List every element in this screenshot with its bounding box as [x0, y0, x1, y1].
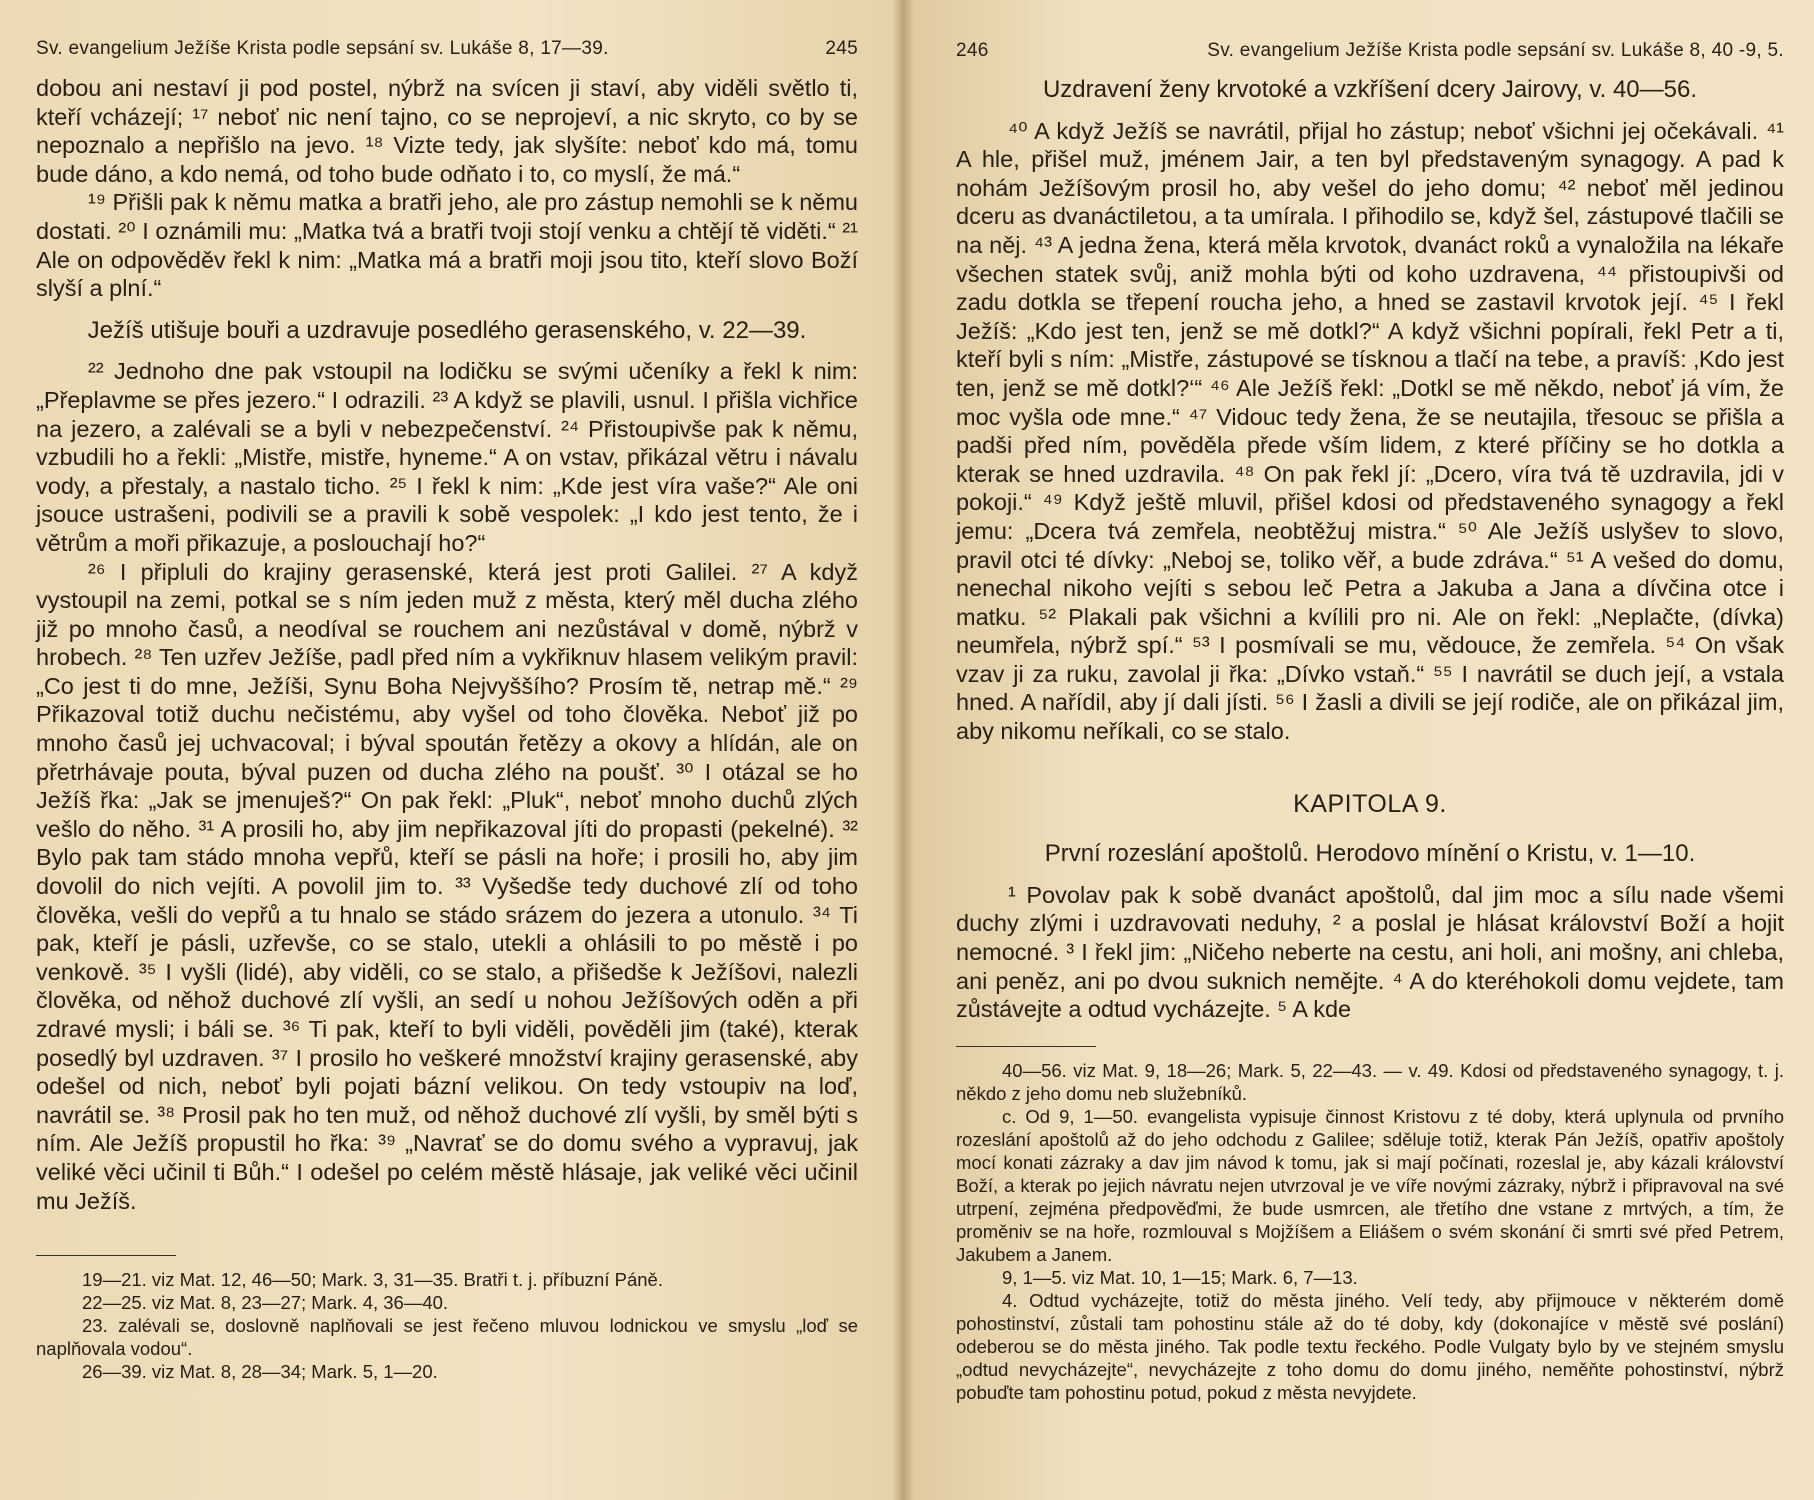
left-section-heading: Ježíš utišuje bouři a uzdravuje posedlého gerasenského, v. 22—39.: [87, 316, 807, 344]
left-footnote: 23. zalévali se, doslovně naplňovali se jest řečeno mluvou lodnickou ve smyslu „loď se naplňovala vodou“.: [36, 1315, 858, 1360]
right-page: [902, 0, 1814, 1500]
left-paragraph-3: ²² Jednoho dne pak vstoupil na lodičku se svými učeníky a řekl k nim: „Přeplavme se přes jezero.“ I odrazili. ²³ A když se plavili, usnul. I přišla vichřice na jezero, a zalévali se a byli v nebezpečenství. ²⁴ Přistoupivše pak k němu, vzbudili ho a řekli: „Mistře, mistře, hyneme.“ A on vstav, přikázal větru i návalu vody, a přestaly, a nastalo ticho. ²⁵ I řekl k nim: „Kde jest víra vaše?“ Ale oni jsouce ustrašeni, podivili se a pravili k sobě vespolek: „I kdo jest tento, že i větrům a moři přikazuje, a poslouchají ho?“: [36, 358, 858, 556]
left-paragraph-4: ²⁶ I připluli do krajiny gerasenské, která jest proti Galilei. ²⁷ A když vystoupil na zemi, potkal se s ním jeden muž z města, který měl ducha zlého již po mnoho časů, a neodíval se rouchem ani nezůstával v domě, nýbrž v hrobech. ²⁸ Ten uzřev Ježíše, padl před ním a vykřiknuv hlasem velikým pravil: „Co jest ti do mne, Ježíši, Synu Boha Nejvyššího? Prosím tě, netrap mě.“ ²⁹ Přikazoval totiž duchu nečistému, aby vyšel od toho člověka. Neboť již po mnoho časů jej uchvacoval; i býval spoután řetězy a okovy a hlídán, ale on přetrhávaje pouta, býval puzen od ducha zlého na poušť. ³⁰ I otázal se ho Ježíš řka: „Jak se jmenuješ?“ On pak řekl: „Pluk“, neboť mnoho duchů zlých vešlo do něho. ³¹ A prosili ho, aby jim nepřikazoval jíti do propasti (pekelné). ³² Bylo pak tam stádo mnoha vepřů, kteří se pásli na hoře; i prosili ho, aby jim dovolil do nich vejíti. A povolil jim to. ³³ Vyšedše tedy duchové zlí od toho člověka, vešli do vepřů a tu hnalo se stádo srázem do jezera a utonulo. ³⁴ Ti pak, kteří je pásli, uzřevše, co se stalo, utekli a ohlásili to po městě i po venkově. ³⁵ I vyšli (lidé), aby viděli, co se stalo, a přišedše k Ježíšovi, nalezli člověka, od něhož duchové zlí vyšli, an sedí u nohou Ježíšových oděn a při zdravé mysli; i báli se. ³⁶ Ti pak, kteří to byli viděli, pověděli jim (také), kterak posedlý byl uzdraven. ³⁷ I prosilo ho veškeré množství krajiny gerasenské, aby odešel od nich, neboť byli pojati bázní velikou. On tedy vstoupiv na loď, navrátil se. ³⁸ Prosil pak ho ten muž, od něhož duchové zlí vyšli, by směl býti s ním. Ale Ježíš propustil ho řka: ³⁹ „Navrať se do domu svého a vypravuj, jak veliké věci učinil ti Bůh.“ I odešel po celém městě hlásaje, jak veliké věci učinil mu Ježíš.: [36, 558, 858, 1214]
right-header-title: Sv. evangelium Ježíše Krista podle sepsání sv. Lukáše 8, 40 -9, 5.: [1207, 40, 1784, 61]
left-footnotes: [36, 1268, 858, 1383]
right-footnote: 40—56. viz Mat. 9, 18—26; Mark. 5, 22—43. — v. 49. Kdosi od představeného synagogy, t. j. někdo z jeho domu neb služebníků.: [956, 1059, 1784, 1104]
left-footnote: 22—25. viz Mat. 8, 23—27; Mark. 4, 36—40.: [82, 1292, 449, 1314]
right-footnote: 9, 1—5. viz Mat. 10, 1—15; Mark. 6, 7—13.: [1002, 1266, 1358, 1288]
left-page-body: [36, 74, 858, 1215]
left-page-number: 245: [825, 38, 858, 59]
left-paragraph-2: ¹⁹ Přišli pak k němu matka a bratři jeho, ale pro zástup nemohli se k němu dostati. ²⁰ I oznámili mu: „Matka tvá a bratři tvoji stojí venku a chtějí tě viděti.“ ²¹ Ale on odpověděv řekl k nim: „Matka má a bratři moji jsou tito, kteří slovo Boží slyší a plní.“: [36, 189, 858, 302]
left-footnote: 19—21. viz Mat. 12, 46—50; Mark. 3, 31—35. Bratři t. j. příbuzní Páně.: [82, 1269, 663, 1291]
right-page-body: [956, 76, 1784, 1024]
left-page: [0, 0, 902, 1500]
right-footnote: c. Od 9, 1—50. evangelista vypisuje činnost Kristovu z té doby, která uplynula od prvního rozeslání apoštolů až do jeho odchodu z Galilee; sděluje totiž, kterak Pán Ježíš, opatřiv apoštoly mocí konati zázraky a dav jim návod k tomu, jak si mají počínati, rozeslal je, aby kázali království Boží, a kterak po jejich návratu nejen utvrzoval je ve víře novými zázraky, nýbrž i připravoval na své utrpení, zejména předpověďmi, že bude usmrcen, ale třetího dne vstane z mrtvých, a tím, že proměniv se na hoře, rozmlouval s Mojžíšem a Eliášem o svém skonání či smrti své před Petrem, Jakubem a Janem.: [956, 1105, 1784, 1265]
right-page-number: 246: [956, 40, 989, 61]
chapter-heading: KAPITOLA 9.: [1293, 789, 1447, 818]
left-footnote: 26—39. viz Mat. 8, 28—34; Mark. 5, 1—20.: [82, 1361, 438, 1383]
right-footnote: 4. Odtud vycházejte, totiž do města jiného. Velí tedy, aby přijmouce v některém domě pohostinství, zůstali tam pohostinu stále až do té doby, kdy (dokonajíce v městě své poslání) odeberou se do města jiného. Tak podle textu řeckého. Podle Vulgaty bylo by ve stejném smyslu „odtud nevycházejte“, nevycházejte z toho domu do domu jiného, neměňte pohostinství, nýbrž pobuďte tam pohostinu potud, pokud z města nevyjdete.: [956, 1289, 1784, 1403]
right-footnote-rule: [956, 1046, 1096, 1047]
chapter-subheading: První rozeslání apoštolů. Herodovo mínění o Kristu, v. 1—10.: [1044, 840, 1696, 868]
book-gutter: [892, 0, 914, 1500]
left-paragraph-1: dobou ani nestaví ji pod postel, nýbrž na svícen ji staví, aby viděli světlo ti, kteří vcházejí; ¹⁷ neboť nic není tajno, co se neprojeví, a nic skryto, co by se nepoznalo a nepřišlo na jevo. ¹⁸ Vizte tedy, jak slyšíte: neboť kdo má, tomu bude dáno, a kdo nemá, od toho bude odňato i to, co myslí, že má.“: [36, 75, 858, 187]
right-page-header: [956, 40, 1784, 62]
left-header-title: Sv. evangelium Ježíše Krista podle sepsání sv. Lukáše 8, 17—39.: [36, 38, 609, 59]
left-footnote-rule: [36, 1255, 176, 1256]
left-page-header: [36, 38, 858, 60]
right-paragraph-1: ⁴⁰ A když Ježíš se navrátil, přijal ho zástup; neboť všichni jej očekávali. ⁴¹ A hle, přišel muž, jménem Jair, a ten byl představeným synagogy. A pad k nohám Ježíšovým prosil ho, aby vešel do jeho domu; ⁴² neboť měl jedinou dceru as dvanáctiletou, a ta umírala. I přihodilo se, když šel, zástupové tlačili se na něj. ⁴³ A jedna žena, která měla krvotok, dvanáct roků a vynaložila na lékaře všechen statek svůj, aniž mohla býti od koho uzdravena, ⁴⁴ přistoupivši od zadu dotkla se třepení roucha jeho, a hned se zastavil krvotok její. ⁴⁵ I řekl Ježíš: „Kdo jest ten, jenž se mě dotkl?“ A když všichni popírali, řekl Petr a ti, kteří byli s ním: „Mistře, zástupové se tísknou a tlačí na tebe, a pravíš: ‚Kdo jest ten, jenž se mě dotkl?‘“ ⁴⁶ Ale Ježíš řekl: „Dotkl se mě někdo, neboť já vím, že moc vyšla ode mne.“ ⁴⁷ Vidouc tedy žena, že se neutajila, třesouc se přišla a padši před ním, pověděla přede vším lidem, z které příčiny se ho dotkla a kterak se hned uzdravila. ⁴⁸ On pak řekl jí: „Dcero, víra tvá tě uzdravila, jdi v pokoji.“ ⁴⁹ Když ještě mluvil, přišel kdosi od představeného synagogy a řekl jemu: „Dcera tvá zemřela, neobtěžuj mistra.“ ⁵⁰ Ale Ježíš uslyšev to slovo, pravil otci té dívky: „Neboj se, toliko věř, a bude zdráva.“ ⁵¹ A vešed do domu, nenechal nikoho vejíti s sebou leč Petra a Jakuba a Jana a dívčina otce i matku. ⁵² Plakali pak všichni a kvílili pro ni. Ale on řekl: „Neplačte, (dívka) neumřela, nýbrž spí.“ ⁵³ I posmívali se mu, vědouce, že zemřela. ⁵⁴ On však vzav ji za ruku, zavolal ji řka: „Dívko vstaň.“ ⁵⁵ I navrátil se duch její, a vstala hned. A nařídil, aby jí dali jísti. ⁵⁶ I žasli a divili se její rodiče, ale on přikázal jim, aby nikomu neříkali, co se stalo.: [956, 117, 1784, 745]
right-paragraph-2: ¹ Povolav pak k sobě dvanáct apoštolů, dal jim moc a sílu nade všemi duchy zlými i uzdravovati neduhy, ² a poslal je hlásat království Boží a hojit nemocné. ³ I řekl jim: „Ničeho neberte na cestu, ani holi, ani mošny, ani chleba, ani peněz, ani po dvou suknich nemějte. ⁴ A do kteréhokoli domu vejdete, tam zůstávejte a odtud vycházejte. ⁵ A kde: [956, 881, 1784, 1023]
right-footnotes: [956, 1059, 1784, 1404]
right-section-heading: Uzdravení ženy krvotoké a vzkříšení dcery Jairovy, v. 40—56.: [1042, 76, 1698, 103]
